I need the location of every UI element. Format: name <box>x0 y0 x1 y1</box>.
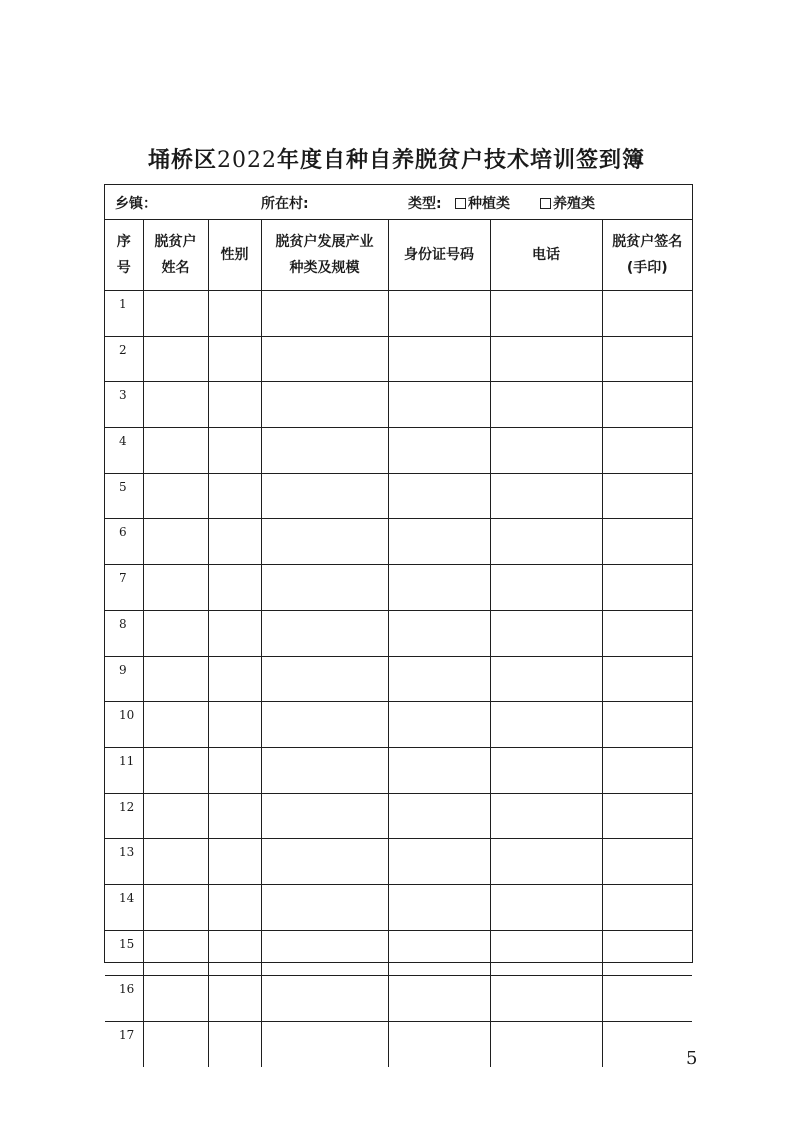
id-number-cell[interactable] <box>388 976 490 1022</box>
name-cell[interactable] <box>143 793 208 839</box>
signature-cell[interactable] <box>602 428 692 474</box>
name-cell[interactable] <box>143 930 208 976</box>
breeding-option[interactable]: 养殖类 <box>540 193 595 213</box>
table-row <box>105 382 692 428</box>
industry-cell[interactable] <box>261 428 388 474</box>
name-cell[interactable] <box>143 1022 208 1067</box>
signature-cell[interactable] <box>602 610 692 656</box>
name-cell[interactable] <box>143 610 208 656</box>
row-number: 12 <box>105 793 143 839</box>
signature-cell[interactable] <box>602 1022 692 1067</box>
industry-cell[interactable] <box>261 519 388 565</box>
row-number: 15 <box>105 930 143 976</box>
industry-cell[interactable] <box>261 610 388 656</box>
name-cell[interactable] <box>143 428 208 474</box>
industry-cell[interactable] <box>261 930 388 976</box>
table-row <box>105 336 692 382</box>
signature-cell[interactable] <box>602 336 692 382</box>
signature-cell[interactable] <box>602 793 692 839</box>
phone-cell[interactable] <box>490 839 602 885</box>
industry-cell[interactable] <box>261 473 388 519</box>
table-row <box>105 884 692 930</box>
header-seq: 序 号 <box>105 220 143 291</box>
attendance-table <box>105 220 692 1067</box>
name-cell[interactable] <box>143 976 208 1022</box>
name-cell[interactable] <box>143 382 208 428</box>
phone-cell[interactable] <box>490 1022 602 1067</box>
id-number-cell[interactable] <box>388 473 490 519</box>
page-number: 5 <box>686 1048 698 1069</box>
gender-cell[interactable] <box>208 702 261 748</box>
title-year: 2022 <box>217 148 277 173</box>
name-cell[interactable] <box>143 839 208 885</box>
planting-option[interactable]: 种植类 <box>455 193 510 213</box>
row-number: 6 <box>105 519 143 565</box>
sign-in-sheet <box>104 184 693 1042</box>
gender-cell[interactable] <box>208 839 261 885</box>
gender-cell[interactable] <box>208 1022 261 1067</box>
table-row <box>105 519 692 565</box>
name-cell[interactable] <box>143 747 208 793</box>
id-number-cell[interactable] <box>388 565 490 611</box>
header-phone: 电话 <box>490 220 602 291</box>
header-row <box>105 220 692 291</box>
signature-cell[interactable] <box>602 519 692 565</box>
id-number-cell[interactable] <box>388 839 490 885</box>
phone-cell[interactable] <box>490 884 602 930</box>
id-number-cell[interactable] <box>388 382 490 428</box>
signature-cell[interactable] <box>602 747 692 793</box>
industry-cell[interactable] <box>261 884 388 930</box>
industry-cell[interactable] <box>261 336 388 382</box>
header-industry: 脱贫户发展产业 种类及规模 <box>261 220 388 291</box>
signature-cell[interactable] <box>602 656 692 702</box>
industry-cell[interactable] <box>261 793 388 839</box>
row-number: 8 <box>105 610 143 656</box>
gender-cell[interactable] <box>208 291 261 337</box>
industry-cell[interactable] <box>261 839 388 885</box>
signature-cell[interactable] <box>602 930 692 976</box>
phone-cell[interactable] <box>490 428 602 474</box>
header-name: 脱贫户 姓名 <box>143 220 208 291</box>
row-number: 4 <box>105 428 143 474</box>
industry-cell[interactable] <box>261 291 388 337</box>
gender-cell[interactable] <box>208 884 261 930</box>
table-row <box>105 291 692 337</box>
id-number-cell[interactable] <box>388 428 490 474</box>
phone-cell[interactable] <box>490 747 602 793</box>
industry-cell[interactable] <box>261 565 388 611</box>
industry-cell[interactable] <box>261 656 388 702</box>
signature-cell[interactable] <box>602 976 692 1022</box>
table-row <box>105 839 692 885</box>
village-label: 所在村: <box>261 196 309 212</box>
phone-cell[interactable] <box>490 793 602 839</box>
phone-cell[interactable] <box>490 656 602 702</box>
id-number-cell[interactable] <box>388 610 490 656</box>
signature-cell[interactable] <box>602 839 692 885</box>
gender-cell[interactable] <box>208 428 261 474</box>
row-number: 1 <box>105 291 143 337</box>
name-cell[interactable] <box>143 336 208 382</box>
gender-cell[interactable] <box>208 336 261 382</box>
name-cell[interactable] <box>143 884 208 930</box>
gender-cell[interactable] <box>208 565 261 611</box>
gender-cell[interactable] <box>208 656 261 702</box>
phone-cell[interactable] <box>490 519 602 565</box>
name-cell[interactable] <box>143 519 208 565</box>
table-row <box>105 976 692 1022</box>
row-number: 7 <box>105 565 143 611</box>
table-row <box>105 1022 692 1067</box>
planting-checkbox[interactable] <box>455 198 466 209</box>
industry-cell[interactable] <box>261 702 388 748</box>
id-number-cell[interactable] <box>388 519 490 565</box>
name-cell[interactable] <box>143 656 208 702</box>
name-cell[interactable] <box>143 565 208 611</box>
phone-cell[interactable] <box>490 702 602 748</box>
table-row <box>105 656 692 702</box>
header-signature: 脱贫户签名 (手印) <box>602 220 692 291</box>
type-label: 类型: <box>408 196 442 212</box>
breeding-checkbox[interactable] <box>540 198 551 209</box>
phone-cell[interactable] <box>490 382 602 428</box>
row-number: 10 <box>105 702 143 748</box>
signature-cell[interactable] <box>602 382 692 428</box>
header-gender: 性别 <box>208 220 261 291</box>
table-row <box>105 702 692 748</box>
phone-cell[interactable] <box>490 291 602 337</box>
header-id-number: 身份证号码 <box>388 220 490 291</box>
info-row <box>105 185 692 220</box>
id-number-cell[interactable] <box>388 1022 490 1067</box>
phone-cell[interactable] <box>490 565 602 611</box>
signature-cell[interactable] <box>602 291 692 337</box>
table-row <box>105 930 692 976</box>
phone-cell[interactable] <box>490 473 602 519</box>
row-number: 13 <box>105 839 143 885</box>
gender-cell[interactable] <box>208 793 261 839</box>
phone-cell[interactable] <box>490 610 602 656</box>
industry-cell[interactable] <box>261 747 388 793</box>
gender-cell[interactable] <box>208 382 261 428</box>
industry-cell[interactable] <box>261 1022 388 1067</box>
name-cell[interactable] <box>143 473 208 519</box>
industry-cell[interactable] <box>261 976 388 1022</box>
phone-cell[interactable] <box>490 976 602 1022</box>
id-number-cell[interactable] <box>388 930 490 976</box>
table-row <box>105 793 692 839</box>
row-number: 16 <box>105 976 143 1022</box>
signature-cell[interactable] <box>602 565 692 611</box>
table-row <box>105 473 692 519</box>
document-title: 埇桥区2022年度自种自养脱贫户技术培训签到簿 <box>147 148 646 173</box>
row-number: 14 <box>105 884 143 930</box>
row-number: 3 <box>105 382 143 428</box>
signature-cell[interactable] <box>602 884 692 930</box>
id-number-cell[interactable] <box>388 884 490 930</box>
row-number: 11 <box>105 747 143 793</box>
town-label: 乡镇： <box>115 196 157 212</box>
signature-cell[interactable] <box>602 473 692 519</box>
signature-cell[interactable] <box>602 702 692 748</box>
id-number-cell[interactable] <box>388 336 490 382</box>
id-number-cell[interactable] <box>388 702 490 748</box>
phone-cell[interactable] <box>490 336 602 382</box>
phone-cell[interactable] <box>490 930 602 976</box>
table-row <box>105 565 692 611</box>
id-number-cell[interactable] <box>388 656 490 702</box>
name-cell[interactable] <box>143 291 208 337</box>
id-number-cell[interactable] <box>388 291 490 337</box>
gender-cell[interactable] <box>208 976 261 1022</box>
row-number: 9 <box>105 656 143 702</box>
row-number: 2 <box>105 336 143 382</box>
table-row <box>105 610 692 656</box>
gender-cell[interactable] <box>208 519 261 565</box>
gender-cell[interactable] <box>208 610 261 656</box>
table-row <box>105 428 692 474</box>
gender-cell[interactable] <box>208 930 261 976</box>
id-number-cell[interactable] <box>388 793 490 839</box>
row-number: 5 <box>105 473 143 519</box>
id-number-cell[interactable] <box>388 747 490 793</box>
table-row <box>105 747 692 793</box>
gender-cell[interactable] <box>208 473 261 519</box>
industry-cell[interactable] <box>261 382 388 428</box>
name-cell[interactable] <box>143 702 208 748</box>
gender-cell[interactable] <box>208 747 261 793</box>
row-number: 17 <box>105 1022 143 1067</box>
